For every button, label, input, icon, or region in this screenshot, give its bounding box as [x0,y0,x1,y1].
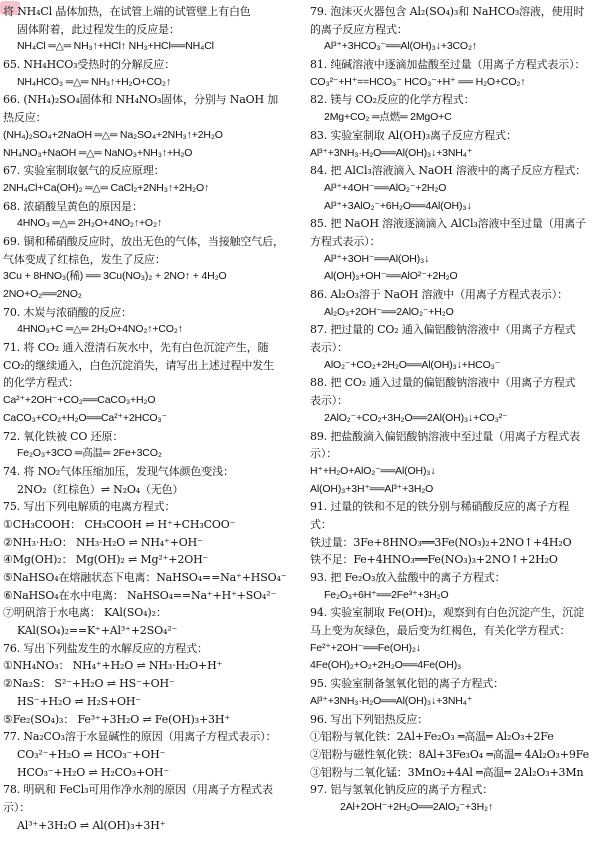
item-heading: 72. 氧化铁被 CO 还原： [3,429,124,443]
item-heading: 96. 写出下列铝热反应： [310,712,429,726]
text-line: Al³⁺+3NH₃·H₂O══Al(OH)₃↓+3NH₄⁺ [310,146,473,159]
text-line: ⑤Fe₂(SO₄)₃： Fe³⁺+3H₂O ⇌ Fe(OH)₃+3H⁺ [3,712,230,726]
text-line: Al(OH)₃+3H⁺══Al³⁺+3H₂O [310,482,434,495]
text-line: 铁过量：3Fe+8HNO₃══3Fe(NO₃)₂+2NO↑+4H₂O [310,535,572,549]
text-line: 3Cu + 8HNO₃(稀) ══ 3Cu(NO₃)₂ + 2NO↑ + 4H₂O [3,270,227,283]
text-line: 4HNO₃ ═△═ 2H₂O+4NO₂↑+O₂↑ [17,217,162,230]
item-heading: 94. 实验室制取 Fe(OH)₂，观察到有白色沉淀产生，沉淀 [310,606,584,620]
text-line: AlO₂⁻+CO₂+2H₂O══Al(OH)₃↓+HCO₃⁻ [324,358,501,371]
item-heading: 74. 将 NO₂气体压缩加压，发现气体颜色变浅： [3,464,234,478]
item-heading: 65. NH₄HCO₃受热时的分解反应： [3,58,176,72]
text-line: 铁不足：Fe+4HNO₃══Fe(NO₃)₃+2NO↑+2H₂O [310,553,558,567]
text-line: (NH₄)₂SO₄+2NaOH ═△═ Na₂SO₄+2NH₃↑+2H₂O [3,128,223,141]
text-line: Ca²⁺+2OH⁻+CO₂══CaCO₃+H₂O [3,394,156,407]
item-heading: 将 NH₄Cl 晶体加热，在试管上端的试管壁上有白色 [3,5,251,18]
text-line: Fe₂O₃+3CO ═高温═ 2Fe+3CO₂ [17,447,162,460]
left-column [3,3,302,834]
item-heading: 81. 纯碱溶液中逐滴加盐酸至过量（用离子方程式表示）： [310,58,586,72]
item-heading: 84. 把 AlCl₃溶液滴入 NaOH 溶液中的离子反应方程式： [310,164,587,178]
text-line: CO₃²⁻+H₂O ⇌ HCO₃⁻+OH⁻ [17,747,166,761]
item-heading: 69. 铜和稀硝酸反应时，放出无色的气体，当接触空气后， [3,234,284,248]
text-line: 固体附着，此过程发生的反应是： [17,22,180,36]
text-line: 的离子反应方程式： [310,22,408,36]
text-line: 2NO+O₂══2NO₂ [3,288,82,300]
text-line: 4Fe(OH)₂+O₂+2H₂O══4Fe(OH)₃ [310,659,462,672]
text-line: HCO₃⁻+H₂O ⇌ H₂CO₃+OH⁻ [17,765,170,779]
item-heading: 83. 实验室制取 Al(OH)₃离子反应方程式： [310,128,517,142]
text-line: 马上变为灰绿色，最后变为红褐色，有关化学方程式： [310,624,571,638]
text-line: 4HNO₃+C ═△═ 2H₂O+4NO₂↑+CO₂↑ [17,323,183,336]
item-heading: 95. 实验室制备氢氧化铝的离子方程式： [310,677,504,691]
item-heading: 85. 把 NaOH 溶液逐滴滴入 AlCl₃溶液中至过量（用离子 [310,217,587,231]
text-line: Fe₂O₃+6H⁺══2Fe³⁺+3H₂O [324,588,449,601]
text-line: 2AlO₂⁻+CO₂+3H₂O══2Al(OH)₃↓+CO₃²⁻ [324,411,508,424]
text-line: KAl(SO₄)₂==K⁺+Al³⁺+2SO₄²⁻ [17,624,178,638]
text-line: ⑥NaHSO₄在水中电离： NaHSO₄==Na⁺+H⁺+SO₄²⁻ [3,588,277,602]
text-line: NH₄NO₃+NaOH ═△═ NaNO₃+NH₃↑+H₂O [3,146,193,159]
text-line: ②Na₂S： S²⁻+H₂O ⇌ HS⁻+OH⁻ [3,677,175,691]
text-line: 表示）： [310,341,348,355]
item-heading: 66. (NH₄)₂SO₄固体和 NH₄NO₃固体，分别与 NaOH 加 [3,93,279,107]
text-line: 2NH₄Cl+Ca(OH)₂ ═△═ CaCl₂+2NH₃↑+2H₂O↑ [3,181,210,194]
text-line: Al³⁺+3OH⁻══Al(OH)₃↓ [324,252,430,265]
item-heading: 75. 写出下列电解质的电离方程式： [3,500,176,514]
right-column [310,3,610,817]
text-line: Al³⁺+3AlO₂⁻+6H₂O══4Al(OH)₃↓ [324,199,472,212]
text-line: ⑤NaHSO₄在熔融状态下电离：NaHSO₄==Na⁺+HSO₄⁻ [3,571,287,584]
text-line: Al³⁺+3HCO₃⁻══Al(OH)₃↓+3CO₂↑ [324,40,477,53]
text-line: ③铝粉与二氧化锰：3MnO₂+4Al ═高温═ 2Al₂O₃+3Mn [310,765,584,779]
text-line: CO₂的继续通入，白色沉淀消失，请写出上述过程中发生 [3,358,274,372]
item-heading: 86. Al₂O₃溶于 NaOH 溶液中（用离子方程式表示）： [310,288,568,301]
text-line: 方程式表示）： [310,234,381,248]
text-line: Al³⁺+3H₂O ⇌ Al(OH)₃+3H⁺ [17,818,166,832]
item-heading: 89. 把盐酸滴入偏铝酸钠溶液中至过量（用离子方程式表 [310,429,580,443]
text-line: Al₂O₃+2OH⁻══2AlO₂⁻+H₂O [324,305,454,318]
text-line: HS⁻+H₂O ⇌ H₂S+OH⁻ [17,694,142,708]
text-line: 表示）： [310,394,348,408]
item-heading: 79. 泡沫灭火器包含 Al₂(SO₄)₃和 NaHCO₃溶液，使用时 [310,5,585,18]
text-line: ①NH₄NO₃： NH₄⁺+H₂O ⇌ NH₃·H₂O+H⁺ [3,659,223,673]
item-heading: 71. 将 CO₂ 通入澄清石灰水中，先有白色沉淀产生，随 [3,341,269,355]
text-line: 式： [310,517,332,531]
item-heading: 77. Na₂CO₃溶于水显碱性的原因（用离子方程式表示）： [3,730,277,744]
item-heading: 68. 浓硝酸呈黄色的原因是： [3,199,143,213]
item-heading: 88. 把 CO₂ 通入过量的偏铝酸钠溶液中（用离子方程式 [310,376,576,390]
text-line: 2Mg+CO₂ ═点燃═ 2MgO+C [324,111,452,124]
item-heading: 76. 写出下列盐发生的水解反应的方程式： [3,641,208,655]
text-line: CO₃²⁻+H⁺==HCO₃⁻ HCO₃⁻+H⁺ ══ H₂O+CO₂↑ [310,75,526,88]
text-line: ⑦明矾溶于水电离： KAl(SO₄)₂： [3,606,167,620]
text-line: ①CH₃COOH： CH₃COOH ⇌ H⁺+CH₃COO⁻ [3,517,236,531]
item-heading: 78. 明矾和 FeCl₃可用作净水剂的原因（用离子方程式表 [3,783,273,797]
text-line: 热反应： [3,111,47,125]
text-line: 气体变成了红棕色，发生了反应： [3,252,166,266]
item-heading: 97. 铝与氢氧化钠反应的离子方程式： [310,783,494,797]
text-line: Al³⁺+3NH₃·H₂O══Al(OH)₃↓+3NH₄⁺ [310,694,473,707]
text-line: NH₄Cl ═△═ NH₃↑+HCl↑ NH₃+HCl══NH₄Cl [17,40,214,53]
item-heading: 82. 镁与 CO₂反应的化学方程式： [310,93,475,107]
item-heading: 67. 实验室制取氨气的反应原理： [3,164,165,178]
text-line: Al(OH)₃+OH⁻══AlO²⁻+2H₂O [324,270,458,283]
text-line: ②NH₃·H₂O： NH₃·H₂O ⇌ NH₄⁺+OH⁻ [3,535,203,549]
text-line: 示）： [310,447,338,461]
text-line: ④Mg(OH)₂： Mg(OH)₂ ⇌ Mg²⁺+2OH⁻ [3,553,209,567]
item-heading: 70. 木炭与浓硝酸的反应： [3,305,132,319]
text-line: CaCO₃+CO₂+H₂O══Ca²⁺+2HCO₃⁻ [3,411,167,424]
text-line: 示）： [3,800,31,814]
text-line: Al³⁺+4OH⁻══AlO₂⁻+2H₂O [324,181,447,194]
text-line: ②铝粉与磁性氧化铁：8Al+3Fe₃O₄ ═高温═ 4Al₂O₃+9Fe [310,747,589,761]
text-line: 的化学方程式： [3,376,79,390]
text-line: 2Al+2OH⁻+2H₂O══2AlO₂⁻+3H₂↑ [340,800,494,813]
text-line: NH₄HCO₃ ═△═ NH₃↑+H₂O+CO₂↑ [17,75,171,88]
text-line: H⁺+H₂O+AlO₂⁻══Al(OH)₃↓ [310,464,436,477]
text-line: ①铝粉与氧化铁：2Al+Fe₂O₃ ═高温═ Al₂O₃+2Fe [310,730,554,744]
text-line: 2NO₂（红棕色）⇌ N₂O₄（无色） [17,482,184,496]
item-heading: 87. 把过量的 CO₂ 通入偏铝酸钠溶液中（用离子方程式 [310,323,576,337]
item-heading: 91. 过量的铁和不足的铁分别与稀硝酸反应的离子方程 [310,500,570,514]
text-line: Fe²⁺+2OH⁻══Fe(OH)₂↓ [310,641,421,654]
item-heading: 93. 把 Fe₂O₃放入盐酸中的离子方程式： [310,571,506,584]
